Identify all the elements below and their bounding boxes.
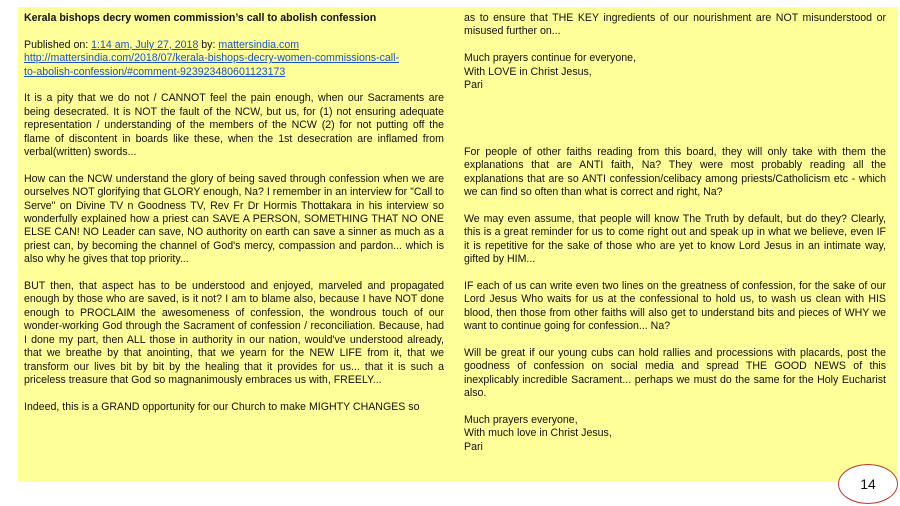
right-paragraph-3: IF each of us can write even two lines on the greatness of confession, for the sake of our Lord Jesus Who waits for us at the confessional to hold us, to wash us clean with HIS blood, then those from other faiths will also get to understand bits and pieces of WHY we want to continue going for confession... Na? (464, 279, 886, 333)
right-paragraph-4: Will be great if our young cubs can hold rallies and processions with placards, post the goodness of confession on social media and spread THE GOOD NEWS of this inexplicably incredible Sacrament... perhaps we must do the same for the Holy Eucharist also. (464, 346, 886, 400)
publication-info (24, 39, 444, 79)
left-paragraph-1: It is a pity that we do not / CANNOT feel the pain enough, when our Sacraments are being desecrated. It is NOT the fault of the NCW, but us, for (1) not ensuring adequate representation / understanding of the members of the NCW (2) for not putting off the flame of discontent in boards like these, when the 1st desecration are inflamed from verbal(written) swords... (24, 92, 444, 159)
left-paragraph-3: BUT then, that aspect has to be understood and enjoyed, marveled and propagated enough by those who are saved, is it not? I am to blame also, because I have NOT done enough to PROCLAIM the awesomeness of confession, the wondrous touch of our wonder-working God through the Sacrament of confession / reconciliation. Because, had I done my part, then ALL those in authority in our nation, would've understood already, that we breathe by that anointing, that we yearn for the NEW LIFE from it, that we transform our lives bit by bit by the healing that it provides for us... that it is such a priceless treasure that God so magnanimously embraces us with, FREELY... (24, 280, 444, 386)
site-link[interactable]: mattersindia.com (218, 38, 300, 51)
published-label: Published on: (24, 38, 92, 51)
article-url-line-2[interactable]: to-abolish-confession/#comment-923923480601123173 (24, 65, 286, 78)
page-number-badge (838, 464, 898, 504)
content-panel (18, 7, 898, 482)
right-paragraph-1: For people of other faiths reading from this board, they will only take with them the explanations that are ANTI faith, Na? They were most probably reading all the explanations that are so ANTI confession/celibacy among priests/Catholicism etc - which we can find so often than what is correct and right, Na? (464, 145, 886, 199)
closing-line-1: Much prayers continue for everyone, (464, 52, 636, 65)
left-column (24, 12, 444, 428)
right-continuation: as to ensure that THE KEY ingredients of our nourishment are NOT misunderstood or misused further on... (464, 12, 886, 38)
right-column (464, 12, 886, 467)
by-label: by: (198, 38, 219, 51)
published-time-link[interactable]: 1:14 am, July 27, 2018 (91, 38, 199, 51)
closing-line-2: With much love in Christ Jesus, (464, 427, 612, 440)
right-bottom-closing (464, 414, 886, 454)
right-top-closing (464, 52, 886, 92)
signature: Pari (464, 79, 483, 92)
page-number: 14 (860, 476, 876, 492)
closing-line-1: Much prayers everyone, (464, 413, 578, 426)
signature: Pari (464, 440, 483, 453)
article-url-line-1[interactable]: http://mattersindia.com/2018/07/kerala-bishops-decry-women-commissions-call- (24, 52, 400, 65)
left-paragraph-4: Indeed, this is a GRAND opportunity for our Church to make MIGHTY CHANGES so (24, 400, 420, 413)
closing-line-2: With LOVE in Christ Jesus, (464, 65, 592, 78)
right-paragraph-2: We may even assume, that people will know The Truth by default, but do they? Clearly, this is a great reminder for us to come right out and speak up in what we believe, even IF it is repetitive for the sake of those who are yet to know Lord Jesus in an intimate way, gifted by HIM... (464, 212, 886, 266)
article-title: Kerala bishops decry women commission’s call to abolish confession (24, 12, 377, 24)
gap (464, 106, 886, 146)
left-paragraph-2: How can the NCW understand the glory of being saved through confession when we are ourselves NOT glorifying that GLORY enough, Na? I remember in an interview for "Call to Serve" on Divine TV n Goodness TV, Rev Fr Dr Hormis Thottakara in his interview so wonderfully explained how a priest can SAVE A PERSON, SOMETHING THAT NO ONE ELSE CAN! NO Leader can save, NO authority on earth can save a sinner as much as a priest can, by becoming the channel of God's mercy, compassion and pardon... which is also why he gives that top priority... (24, 172, 444, 266)
